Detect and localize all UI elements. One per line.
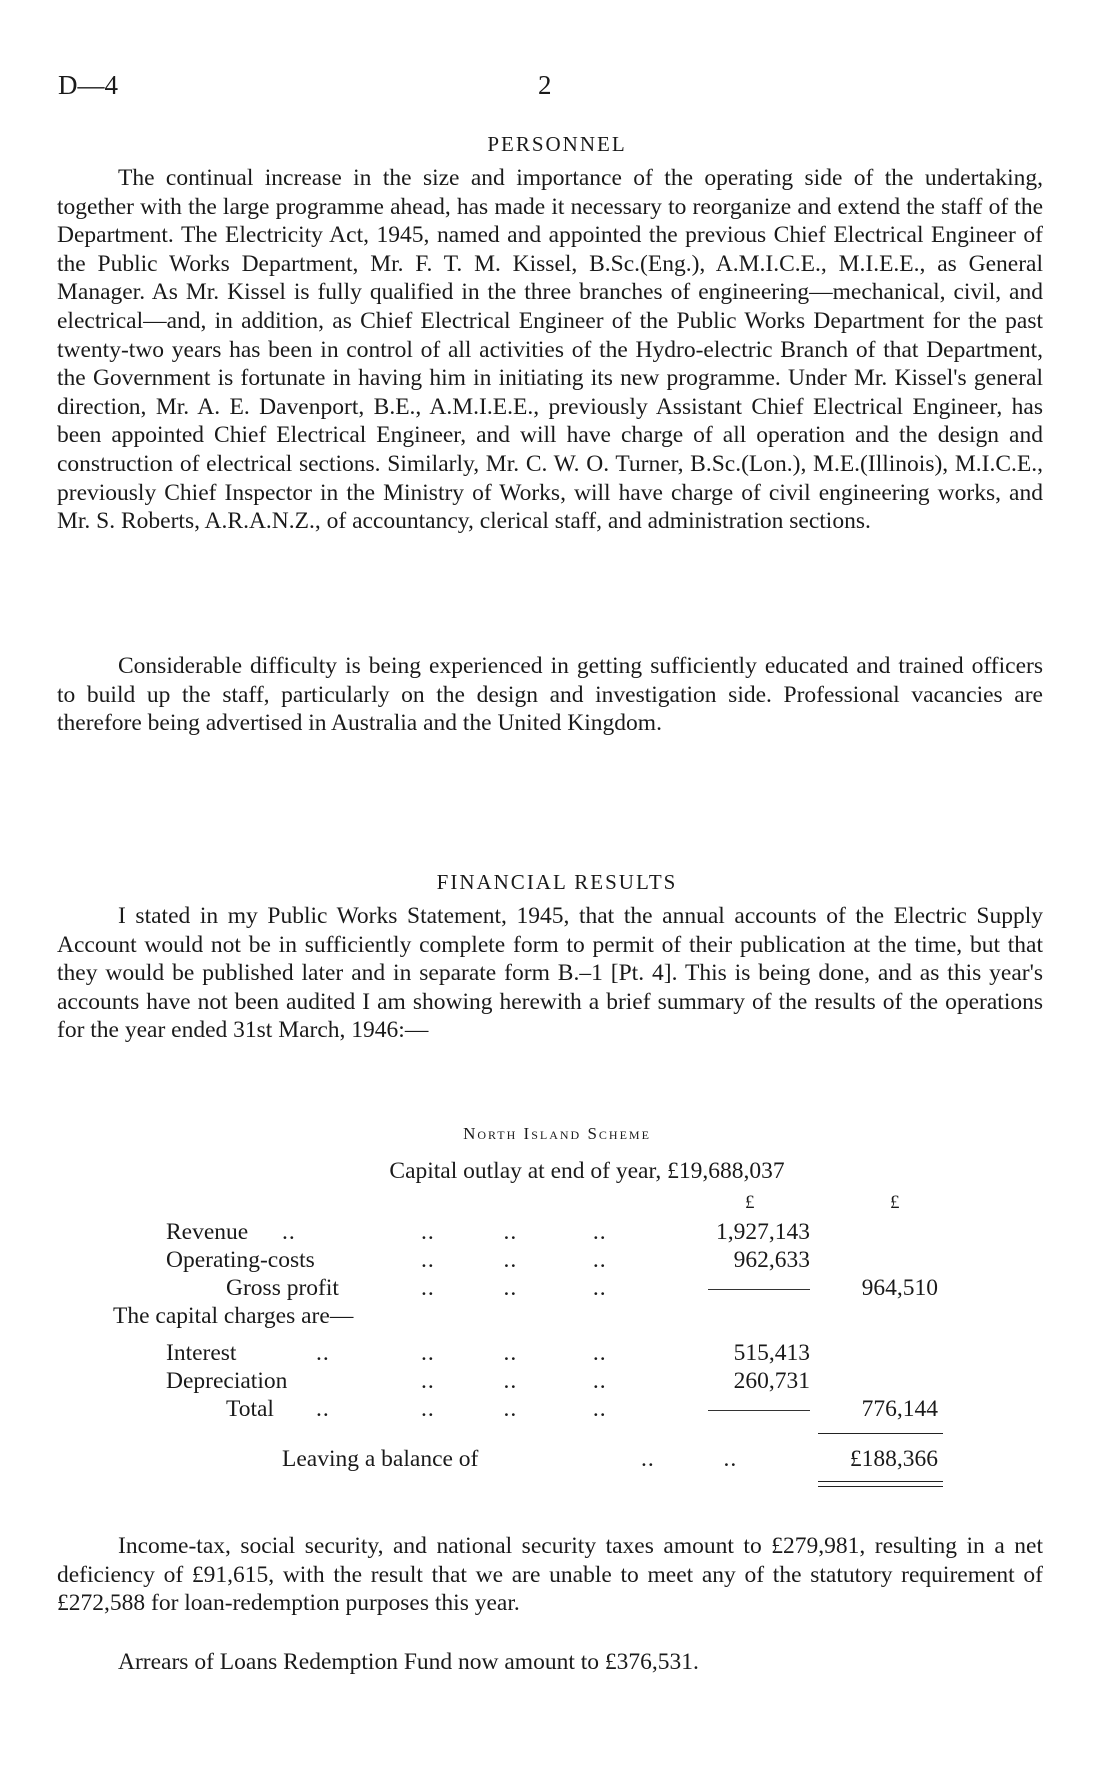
row-label: Leaving a balance of	[282, 1446, 479, 1472]
financial-heading: FINANCIAL RESULTS	[436, 870, 678, 894]
personnel-paragraph-2: Considerable difficulty is being experienced in getting sufficiently educated and trained officers to build up the staff, particularly on the design and investigation side. Professional vacancies are therefore being advertised in Australia and the United Kingdom.	[57, 653, 1043, 737]
table-row	[0, 1247, 1114, 1275]
capital-outlay: Capital outlay at end of year, £19,688,037	[389, 1158, 785, 1184]
page-code: D—4	[58, 70, 118, 100]
leader-dots: .. ..	[641, 1446, 738, 1472]
unit-col1: £	[745, 1192, 755, 1213]
leader-dots: .. .. ..	[421, 1340, 607, 1366]
double-rule-top	[818, 1481, 943, 1482]
double-rule-bottom	[818, 1486, 943, 1487]
leader-dots: ..	[316, 1340, 330, 1366]
leader-dots: .. .. ..	[421, 1396, 607, 1422]
leader-dots: .. .. ..	[421, 1219, 607, 1245]
financial-paragraph-1: I stated in my Public Works Statement, 1945, that the annual accounts of the Electric Supply Account would not be in sufficiently complete form to permit of their publication at the time, but that they would be published later and in separate form B.–1 [Pt. 4]. This is being done, and as this year's accounts have not been audited I am showing herewith a brief summary of the results of the operations for the year ended 31st March, 1946:—	[57, 903, 1043, 1044]
table-row	[0, 1446, 1114, 1474]
personnel-paragraph-1: The continual increase in the size and importance of the operating side of the undertaking, together with the large programme ahead, has made it necessary to reorganize and extend the staff of the Department. The Electricity Act, 1945, named and appointed the previous Chief Electrical Engineer of the Public Works Department, Mr. F. T. M. Kissel, B.Sc.(Eng.), A.M.I.C.E., M.I.E.E., as General Manager. As Mr. Kissel is fully qualified in the three branches of engineering—mechanical, civil, and electrical—and, in addition, as Chief Electrical Engineer of the Public Works Department for the past twenty-two years has been in control of all activities of the Hydro-electric Branch of that Department, the Government is fortunate in having him in initiating its new programme. Under Mr. Kissel's general direction, Mr. A. E. Davenport, B.E., A.M.I.E.E., previously Assistant Chief Electrical Engineer, has been appointed Chief Electrical Engineer, and will have charge of all operation and the design and construction of electrical sections. Similarly, Mr. C. W. O. Turner, B.Sc.(Lon.), M.E.(Illinois), M.I.C.E., previously Chief Inspector in the Ministry of Works, will have charge of civil engineering works, and Mr. S. Roberts, A.R.A.N.Z., of accountancy, clerical staff, and administration sections.	[57, 165, 1043, 535]
row-label: Operating-costs	[166, 1247, 315, 1273]
leader-dots: ..	[282, 1219, 296, 1245]
row-label: Gross profit	[226, 1275, 339, 1301]
leader-dots: ..	[316, 1396, 330, 1422]
table-row	[0, 1396, 1114, 1424]
amount-col1: 1,927,143	[716, 1219, 810, 1245]
row-label: Revenue	[166, 1219, 249, 1245]
page-number: 2	[538, 70, 552, 100]
scheme-title: North Island Scheme	[463, 1124, 651, 1143]
subtotal-rule	[708, 1396, 810, 1423]
amount-col1: 515,413	[733, 1340, 810, 1366]
amount-col1: 962,633	[733, 1247, 810, 1273]
row-label: Depreciation	[166, 1368, 288, 1394]
table-row	[0, 1219, 1114, 1247]
table-row	[0, 1303, 1114, 1331]
table-row	[0, 1368, 1114, 1396]
unit-col2: £	[890, 1192, 900, 1213]
amount-col2: £188,366	[849, 1446, 938, 1472]
amount-col1: 260,731	[733, 1368, 810, 1394]
subtotal-rule	[708, 1275, 810, 1302]
amount-col2: 776,144	[861, 1396, 938, 1422]
personnel-heading: PERSONNEL	[487, 132, 627, 156]
amount-col2: 964,510	[861, 1275, 938, 1301]
leader-dots: .. .. ..	[421, 1275, 607, 1301]
financial-paragraph-2: Income-tax, social security, and national security taxes amount to £279,981, resulting in a net deficiency of £91,615, with the result that we are unable to meet any of the statutory requirement of £272,588 for loan-redemption purposes this year.	[57, 1533, 1043, 1617]
row-label: Interest	[166, 1340, 237, 1366]
total-rule	[818, 1433, 943, 1434]
leader-dots: .. .. ..	[421, 1368, 607, 1394]
table-row	[0, 1340, 1114, 1368]
financial-paragraph-3: Arrears of Loans Redemption Fund now amount to £376,531.	[118, 1649, 699, 1675]
row-label: The capital charges are—	[113, 1303, 354, 1329]
leader-dots: .. .. ..	[421, 1247, 607, 1273]
table-row	[0, 1275, 1114, 1303]
row-label: Total	[226, 1396, 274, 1422]
